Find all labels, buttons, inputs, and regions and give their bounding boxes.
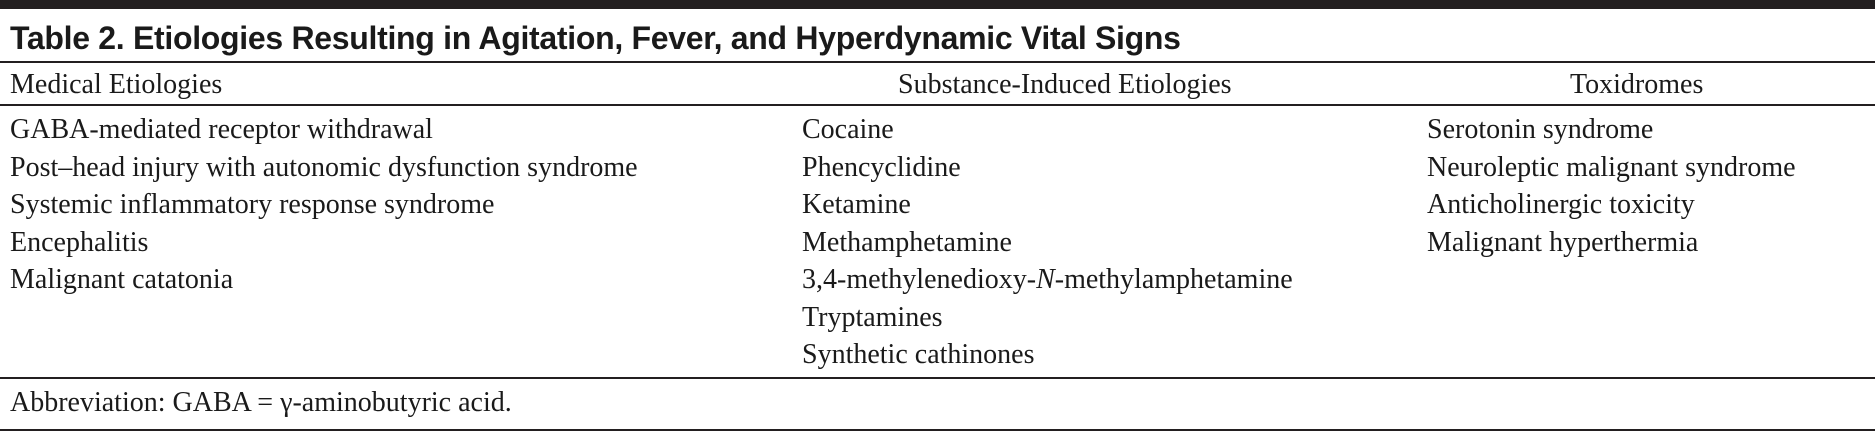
column-header-medical: Medical Etiologies	[10, 69, 223, 100]
table-cell: Synthetic cathinones	[802, 339, 1035, 370]
table-cell: Encephalitis	[10, 226, 149, 258]
table-cell: Anticholinergic toxicity	[1427, 189, 1695, 220]
table-cell: Neuroleptic malignant syndrome	[1427, 151, 1796, 183]
table-cell: Cocaine	[802, 114, 894, 145]
table-cell: Systemic inflammatory response syndrome	[10, 189, 495, 220]
top-thick-rule	[0, 0, 1875, 9]
table-cell: Malignant hyperthermia	[1427, 226, 1699, 258]
body-divider	[0, 377, 1875, 379]
header-divider	[0, 104, 1875, 106]
column-toxidromes	[1427, 111, 1796, 261]
table-title: Table 2. Etiologies Resulting in Agitation, Fever, and Hyperdynamic Vital Signs	[10, 20, 1181, 56]
table-cell: Tryptamines	[802, 301, 943, 333]
column-medical-etiologies	[10, 111, 638, 299]
bottom-rule	[0, 429, 1875, 431]
table-cell: Post–head injury with autonomic dysfunction syndrome	[10, 151, 638, 183]
column-header-substance: Substance-Induced Etiologies	[898, 69, 1232, 100]
table-cell: Ketamine	[802, 189, 911, 220]
table-cell: Serotonin syndrome	[1427, 114, 1654, 145]
table-cell: Malignant catatonia	[10, 264, 234, 295]
table-cell: Methamphetamine	[802, 226, 1012, 258]
title-divider	[0, 61, 1875, 63]
column-substance-induced-etiologies	[802, 111, 1293, 374]
table-cell: 3,4-methylenedioxy-N-methylamphetamine	[802, 264, 1293, 295]
table-cell: GABA-mediated receptor withdrawal	[10, 114, 433, 145]
table-cell: Phencyclidine	[802, 151, 961, 183]
column-header-toxidromes: Toxidromes	[1570, 69, 1704, 100]
table-footnote: Abbreviation: GABA = γ-aminobutyric acid.	[10, 387, 512, 418]
